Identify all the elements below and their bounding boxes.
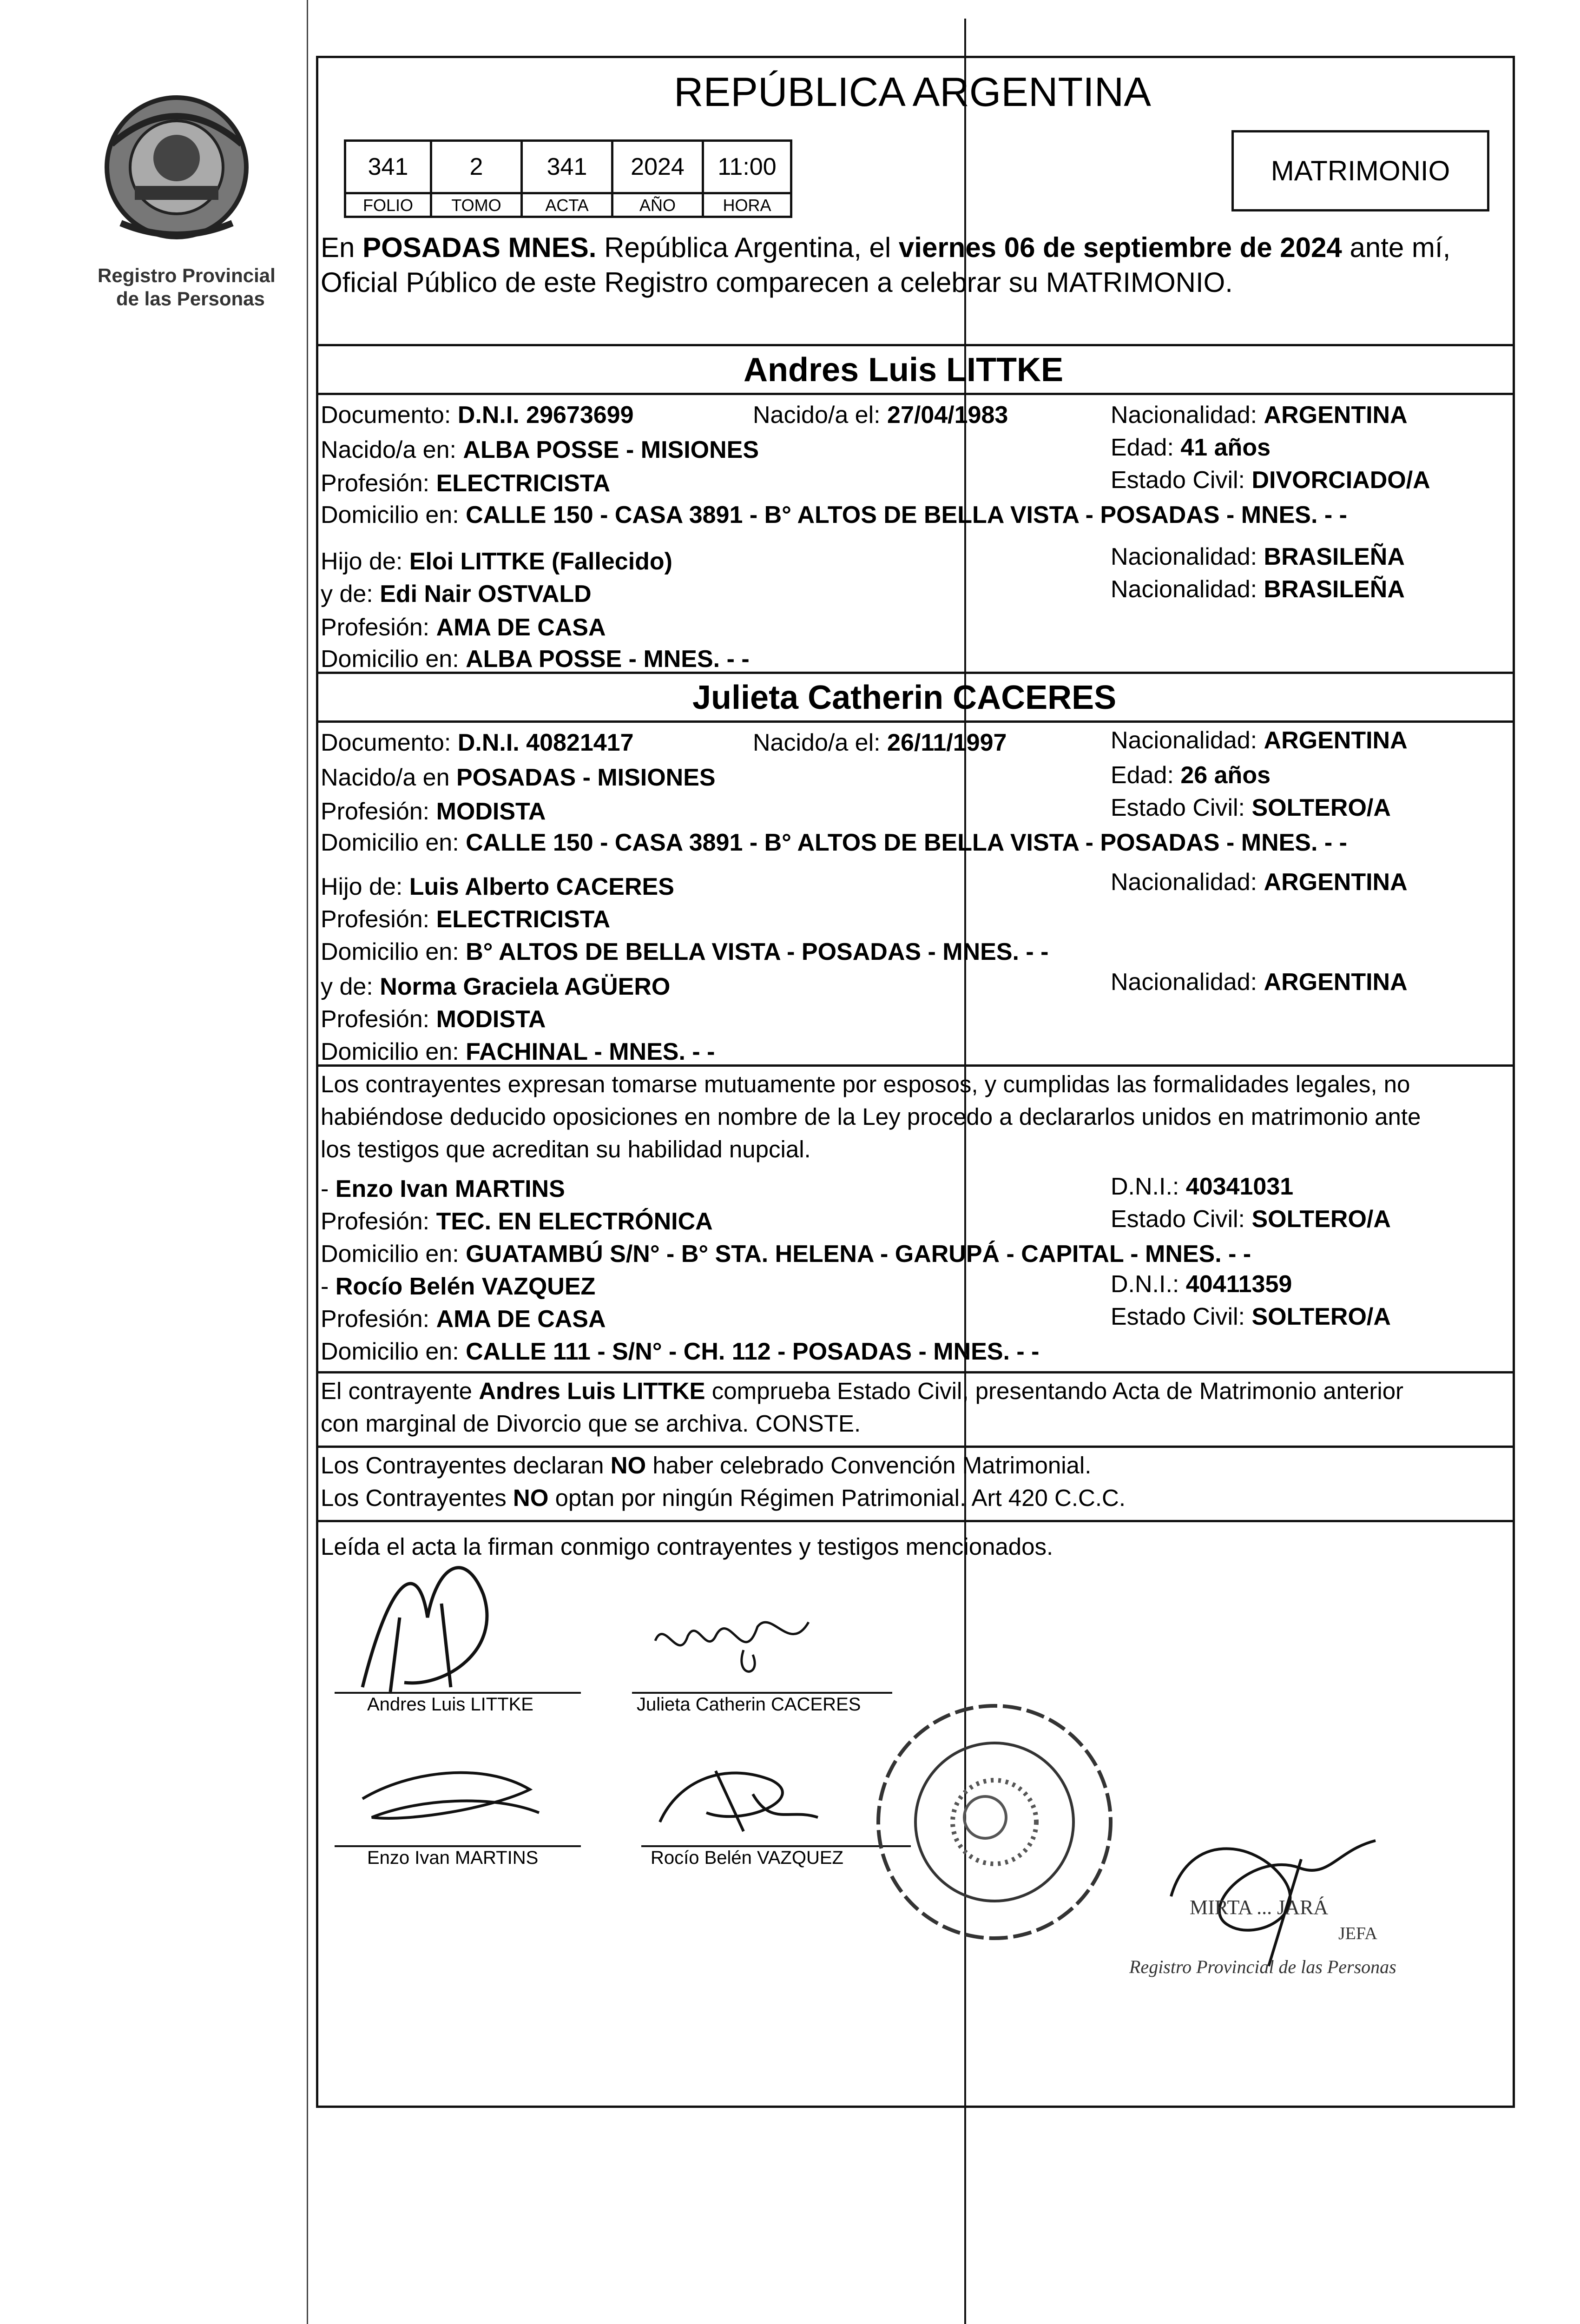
label: Profesión: bbox=[321, 1306, 436, 1333]
groom-age bbox=[1111, 435, 1271, 461]
intro-line-1 bbox=[321, 232, 1450, 263]
label: Estado Civil: bbox=[1111, 1206, 1252, 1233]
officer-title: JEFA bbox=[1338, 1924, 1377, 1943]
label: Profesión: bbox=[321, 1208, 436, 1235]
label: Hijo de: bbox=[321, 873, 409, 900]
label: D.N.I.: bbox=[1111, 1271, 1186, 1298]
witness-2-address bbox=[321, 1339, 1039, 1365]
intro-mid: República Argentina, el bbox=[596, 232, 899, 263]
anio-value: 2024 bbox=[611, 139, 704, 194]
witness-2-profession bbox=[321, 1306, 606, 1333]
divider bbox=[316, 1446, 1515, 1448]
witness-1-signature-label: Enzo Ivan MARTINS bbox=[367, 1848, 539, 1868]
label: Domicilio en: bbox=[321, 646, 466, 673]
witness-2-name bbox=[321, 1274, 595, 1300]
label: Profesión: bbox=[321, 1006, 436, 1033]
regime-post: optan por ningún Régimen Patrimonial. Art 420 C.C.C. bbox=[548, 1485, 1126, 1511]
value: Luis Alberto CACERES bbox=[409, 873, 674, 900]
value: D.N.I. 29673699 bbox=[457, 402, 634, 429]
signature-line bbox=[335, 1692, 581, 1694]
value: CALLE 150 - CASA 3891 - B° ALTOS DE BELLA VISTA - POSADAS - MNES. - - bbox=[466, 829, 1347, 856]
label: Nacionalidad: bbox=[1111, 402, 1264, 429]
witness-1-civil-status bbox=[1111, 1206, 1391, 1233]
witness-1-name bbox=[321, 1176, 565, 1202]
groom-parents-address bbox=[321, 646, 750, 673]
value: AMA DE CASA bbox=[436, 614, 606, 641]
regime-line-2 bbox=[321, 1485, 1126, 1511]
label: Estado Civil: bbox=[1111, 1303, 1252, 1330]
bride-birthplace bbox=[321, 765, 716, 791]
civil-status-note-line-1 bbox=[321, 1378, 1403, 1404]
act-type-badge: MATRIMONIO bbox=[1231, 130, 1489, 211]
bride-civil-status bbox=[1111, 795, 1391, 821]
value: 41 años bbox=[1180, 434, 1271, 461]
folio-label: FOLIO bbox=[344, 192, 432, 218]
groom-signature bbox=[335, 1548, 530, 1701]
officer-name: MIRTA ... JARÁ bbox=[1190, 1896, 1329, 1919]
label: Nacido/a el: bbox=[753, 729, 888, 756]
label: Documento: bbox=[321, 729, 458, 756]
divider bbox=[316, 344, 1515, 346]
prefix: - bbox=[321, 1175, 336, 1202]
value: ARGENTINA bbox=[1264, 727, 1408, 754]
bride-mother-nationality bbox=[1111, 969, 1408, 996]
value: ELECTRICISTA bbox=[436, 470, 611, 497]
groom-birthplace bbox=[321, 437, 759, 463]
value: POSADAS - MISIONES bbox=[456, 764, 716, 791]
province-seal bbox=[93, 88, 260, 256]
intro-line-2: Oficial Público de este Registro comparecen a celebrar su MATRIMONIO. bbox=[321, 267, 1233, 298]
witness-1-profession bbox=[321, 1208, 713, 1235]
bride-name: Julieta Catherin CACERES bbox=[692, 679, 1117, 716]
signature-line bbox=[335, 1845, 581, 1847]
note-name: Andres Luis LITTKE bbox=[479, 1378, 705, 1404]
anio-label: AÑO bbox=[611, 192, 704, 218]
intro-pre: En bbox=[321, 232, 363, 263]
regime-no: NO bbox=[513, 1485, 549, 1511]
label: y de: bbox=[321, 581, 380, 607]
label: Estado Civil: bbox=[1111, 467, 1252, 494]
bride-signature bbox=[651, 1599, 827, 1683]
bride-document bbox=[321, 730, 634, 756]
value: BRASILEÑA bbox=[1264, 576, 1405, 603]
groom-father-nationality bbox=[1111, 544, 1405, 570]
official-stamp bbox=[864, 1692, 1125, 1952]
regime-post: haber celebrado Convención Matrimonial. bbox=[646, 1452, 1092, 1479]
value: SOLTERO/A bbox=[1251, 1206, 1391, 1233]
value: ARGENTINA bbox=[1264, 969, 1408, 996]
value: BRASILEÑA bbox=[1264, 543, 1405, 570]
label: Domicilio en: bbox=[321, 1038, 466, 1065]
bride-birthdate bbox=[753, 730, 1007, 756]
label: Nacionalidad: bbox=[1111, 969, 1264, 996]
value: SOLTERO/A bbox=[1251, 1303, 1391, 1330]
label: Domicilio en: bbox=[321, 1338, 466, 1365]
officer-org: Registro Provincial de las Personas bbox=[1129, 1956, 1396, 1977]
value: Enzo Ivan MARTINS bbox=[335, 1175, 565, 1202]
witness-1-dni bbox=[1111, 1174, 1293, 1200]
divider bbox=[316, 2106, 1515, 2108]
label: Domicilio en: bbox=[321, 829, 466, 856]
value: CALLE 111 - S/N° - CH. 112 - POSADAS - MNES. - - bbox=[466, 1338, 1040, 1365]
value: ARGENTINA bbox=[1264, 869, 1408, 896]
label: Hijo de: bbox=[321, 548, 409, 575]
regime-no: NO bbox=[610, 1452, 646, 1479]
label: y de: bbox=[321, 973, 380, 1000]
label: Nacionalidad: bbox=[1111, 869, 1264, 896]
value: 40411359 bbox=[1185, 1271, 1292, 1298]
note-pre: El contrayente bbox=[321, 1378, 479, 1404]
label: Domicilio en: bbox=[321, 938, 466, 965]
value: CALLE 150 - CASA 3891 - B° ALTOS DE BELLA VISTA - POSADAS - MNES. - - bbox=[466, 502, 1347, 528]
value: Edi Nair OSTVALD bbox=[380, 581, 592, 607]
groom-profession bbox=[321, 470, 610, 497]
bride-mother bbox=[321, 974, 670, 1000]
regime-pre: Los Contrayentes bbox=[321, 1485, 513, 1511]
divider bbox=[316, 1520, 1515, 1522]
groom-civil-status bbox=[1111, 467, 1430, 494]
label: Edad: bbox=[1111, 434, 1181, 461]
closing-statement: Leída el acta la firman conmigo contrayentes y testigos mencionados. bbox=[321, 1533, 1053, 1560]
label: Estado Civil: bbox=[1111, 794, 1252, 821]
note-post: comprueba Estado Civil, presentando Acta de Matrimonio anterior bbox=[705, 1378, 1404, 1404]
groom-document bbox=[321, 402, 634, 429]
bride-signature-label: Julieta Catherin CACERES bbox=[637, 1694, 861, 1715]
value: MODISTA bbox=[436, 1006, 546, 1033]
value: 40341031 bbox=[1185, 1173, 1294, 1200]
value: FACHINAL - MNES. - - bbox=[466, 1038, 715, 1065]
value: MODISTA bbox=[436, 798, 546, 825]
value: AMA DE CASA bbox=[436, 1306, 606, 1333]
bride-father-nationality bbox=[1111, 869, 1408, 896]
bride-nationality bbox=[1111, 727, 1408, 754]
value: DIVORCIADO/A bbox=[1251, 467, 1430, 494]
label: Profesión: bbox=[321, 470, 436, 497]
tomo-label: TOMO bbox=[430, 192, 523, 218]
label: Nacido/a el: bbox=[753, 402, 888, 429]
groom-birthdate bbox=[753, 402, 1008, 429]
label: Profesión: bbox=[321, 798, 436, 825]
groom-father bbox=[321, 548, 672, 575]
bride-mother-address bbox=[321, 1039, 715, 1065]
value: B° ALTOS DE BELLA VISTA - POSADAS - MNES. - - bbox=[466, 938, 1049, 965]
civil-status-note-line-2: con marginal de Divorcio que se archiva. CONSTE. bbox=[321, 1410, 861, 1437]
witness-2-dni bbox=[1111, 1271, 1292, 1298]
label: Edad: bbox=[1111, 762, 1181, 789]
groom-mother-profession bbox=[321, 614, 606, 641]
value: Rocío Belén VAZQUEZ bbox=[335, 1273, 596, 1300]
value: Eloi LITTKE (Fallecido) bbox=[409, 548, 673, 575]
label: Profesión: bbox=[321, 906, 436, 933]
regime-pre: Los Contrayentes declaran bbox=[321, 1452, 611, 1479]
value: D.N.I. 40821417 bbox=[457, 729, 634, 756]
witness-2-signature-label: Rocío Belén VAZQUEZ bbox=[651, 1848, 843, 1868]
value: ELECTRICISTA bbox=[436, 906, 611, 933]
hora-label: HORA bbox=[702, 192, 792, 218]
value: ALBA POSSE - MNES. - - bbox=[466, 646, 750, 673]
bride-mother-profession bbox=[321, 1006, 546, 1033]
label: Nacido/a en: bbox=[321, 436, 463, 463]
folio-value: 341 bbox=[344, 139, 432, 194]
intro-place: POSADAS MNES. bbox=[362, 232, 597, 263]
bride-father bbox=[321, 874, 674, 900]
value: ARGENTINA bbox=[1264, 402, 1408, 429]
witness-1-signature bbox=[353, 1752, 548, 1845]
value: 26 años bbox=[1180, 762, 1271, 789]
groom-mother-nationality bbox=[1111, 576, 1405, 603]
label: D.N.I.: bbox=[1111, 1173, 1186, 1200]
groom-signature-label: Andres Luis LITTKE bbox=[367, 1694, 533, 1715]
value: ALBA POSSE - MISIONES bbox=[463, 436, 759, 463]
acta-label: ACTA bbox=[520, 192, 613, 218]
label: Domicilio en: bbox=[321, 502, 466, 528]
tomo-value: 2 bbox=[430, 139, 523, 194]
value: TEC. EN ELECTRÓNICA bbox=[436, 1208, 713, 1235]
bride-father-address bbox=[321, 939, 1048, 965]
divider bbox=[316, 720, 1515, 723]
witness-2-civil-status bbox=[1111, 1304, 1391, 1330]
value: SOLTERO/A bbox=[1251, 794, 1391, 821]
bride-address bbox=[321, 830, 1347, 856]
value: Norma Graciela AGÜERO bbox=[380, 973, 671, 1000]
label: Nacido/a en bbox=[321, 764, 456, 791]
value: 26/11/1997 bbox=[887, 729, 1007, 756]
declaration-line-2: habiéndose deducido oposiciones en nombre de la Ley procedo a declararlos unidos en matrimonio ante bbox=[321, 1103, 1421, 1130]
label: Nacionalidad: bbox=[1111, 727, 1264, 754]
label: Documento: bbox=[321, 402, 458, 429]
acta-value: 341 bbox=[520, 139, 613, 194]
signature-line bbox=[632, 1692, 892, 1694]
label: Nacionalidad: bbox=[1111, 576, 1264, 603]
divider bbox=[316, 393, 1515, 395]
divider bbox=[316, 1371, 1515, 1373]
witness-1-address bbox=[321, 1241, 1251, 1268]
bride-age bbox=[1111, 762, 1271, 789]
prefix: - bbox=[321, 1273, 336, 1300]
bride-father-profession bbox=[321, 906, 610, 933]
value: 27/04/1983 bbox=[887, 402, 1008, 429]
hora-value: 11:00 bbox=[702, 139, 792, 194]
bride-profession bbox=[321, 799, 546, 825]
regime-line-1 bbox=[321, 1452, 1091, 1479]
intro-date: viernes 06 de septiembre de 2024 bbox=[898, 232, 1342, 263]
witness-2-signature bbox=[651, 1752, 846, 1845]
groom-address bbox=[321, 502, 1347, 528]
declaration-line-3: los testigos que acreditan su habilidad nupcial. bbox=[321, 1136, 811, 1162]
registry-name-line2: de las Personas bbox=[116, 288, 265, 310]
groom-nationality bbox=[1111, 402, 1408, 429]
registry-name-line1: Registro Provincial bbox=[98, 264, 276, 286]
groom-mother bbox=[321, 581, 592, 607]
label: Nacionalidad: bbox=[1111, 543, 1264, 570]
declaration-line-1: Los contrayentes expresan tomarse mutuamente por esposos, y cumplidas las formalidades legales, no bbox=[321, 1071, 1410, 1097]
label: Profesión: bbox=[321, 614, 436, 641]
value: GUATAMBÚ S/N° - B° STA. HELENA - GARUPÁ - CAPITAL - MNES. - - bbox=[466, 1241, 1251, 1268]
intro-post: ante mí, bbox=[1342, 232, 1451, 263]
groom-name: Andres Luis LITTKE bbox=[744, 351, 1064, 389]
label: Domicilio en: bbox=[321, 1241, 466, 1268]
margin-line bbox=[307, 0, 308, 2324]
country-title: REPÚBLICA ARGENTINA bbox=[674, 69, 1151, 115]
